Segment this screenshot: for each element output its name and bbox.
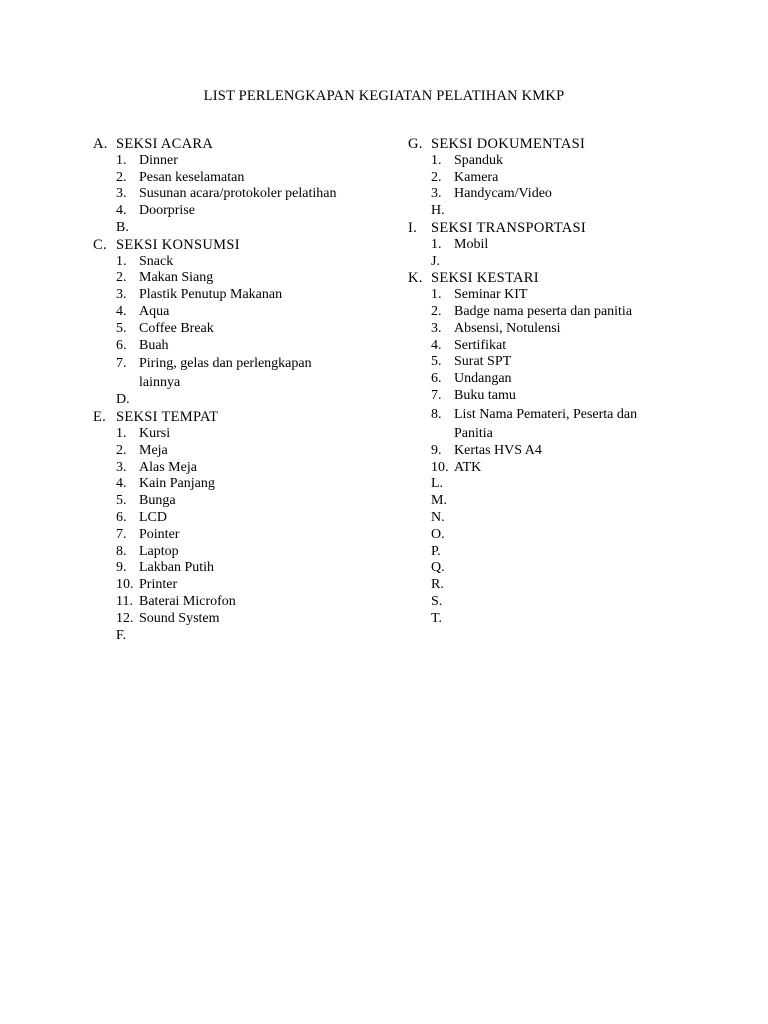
section-title: SEKSI ACARA (116, 136, 214, 152)
list-item (431, 460, 708, 477)
item-number: 7. (431, 387, 442, 403)
item-number: 6. (431, 371, 442, 387)
item-list (116, 153, 393, 237)
list-item (116, 321, 393, 338)
list-item (116, 426, 393, 443)
item-text: Pesan keselamatan (139, 169, 245, 185)
item-list (116, 426, 393, 644)
item-text: Aqua (139, 303, 170, 319)
item-text: Alas Meja (139, 459, 197, 475)
item-text: Badge nama peserta dan panitia (454, 303, 633, 319)
item-number: 6. (116, 509, 127, 525)
item-number: 3. (431, 186, 442, 202)
empty-section-letter: H. (431, 203, 445, 219)
item-number: 1. (431, 287, 442, 303)
item-number: 5. (116, 493, 127, 509)
list-item (116, 270, 393, 287)
item-number: 12. (116, 610, 134, 626)
item-number: 1. (116, 253, 127, 269)
item-number: 6. (116, 337, 127, 353)
section-heading (408, 220, 708, 237)
item-text: Coffee Break (139, 320, 214, 336)
item-text: Buah (139, 337, 169, 353)
item-text: Surat SPT (454, 354, 512, 370)
item-text: Undangan (454, 371, 512, 387)
item-text: Laptop (139, 543, 179, 559)
item-number: 4. (431, 337, 442, 353)
item-list (116, 254, 393, 410)
empty-section-letter: P. (431, 543, 441, 559)
section-letter: G. (408, 136, 423, 152)
empty-section-letter: R. (431, 577, 444, 593)
item-text: Susunan acara/protokoler pelatihan (139, 186, 337, 202)
list-item (431, 287, 708, 304)
section-title: SEKSI TRANSPORTASI (431, 219, 586, 236)
left-column (93, 136, 393, 644)
list-item (116, 304, 393, 321)
item-text: Meja (139, 442, 168, 458)
section-kestari (408, 270, 708, 627)
list-item (116, 287, 393, 304)
item-text: Kamera (454, 169, 499, 185)
list-item (431, 354, 708, 371)
item-text: Lakban Putih (139, 560, 215, 576)
list-item (116, 594, 393, 611)
section-letter: C. (93, 236, 107, 253)
item-text: Plastik Penutup Makanan (139, 287, 283, 303)
list-item (431, 388, 708, 405)
section-transportasi (408, 220, 708, 270)
empty-section-letter: D. (116, 392, 130, 408)
list-item (431, 170, 708, 187)
item-text: Makan Siang (139, 270, 214, 286)
list-item (116, 153, 393, 170)
list-item (116, 510, 393, 527)
list-item (116, 443, 393, 460)
document-title: LIST PERLENGKAPAN KEGIATAN PELATIHAN KMKP (203, 88, 565, 104)
item-text: Baterai Microfon (139, 593, 236, 609)
item-number: 2. (116, 270, 127, 286)
item-text: Snack (139, 253, 174, 269)
list-item (116, 577, 393, 594)
list-item (116, 476, 393, 493)
item-number: 4. (116, 476, 127, 492)
right-column (408, 136, 708, 628)
item-text: Kursi (139, 425, 171, 441)
section-konsumsi (93, 237, 393, 409)
section-letter: E. (93, 409, 107, 426)
empty-section-letter: B. (116, 219, 129, 235)
empty-section-letter: Q. (431, 560, 445, 576)
list-item (116, 544, 393, 561)
section-title: SEKSI DOKUMENTASI (431, 136, 586, 152)
item-text: List Nama Pemateri, Peserta dan Panitia (454, 406, 638, 441)
empty-section-letter: F. (116, 627, 127, 643)
item-text: Buku tamu (454, 387, 516, 403)
item-text: Pointer (139, 526, 180, 542)
section-letter: A. (93, 136, 108, 152)
section-letter: I. (408, 219, 418, 236)
item-text: Piring, gelas dan perlengkapan lainnya (139, 356, 312, 391)
list-item (116, 354, 338, 392)
list-item (116, 254, 393, 271)
list-item (116, 611, 393, 628)
item-text: Kain Panjang (139, 476, 215, 492)
item-list (431, 153, 708, 220)
list-item (431, 338, 708, 355)
item-number: 9. (116, 560, 127, 576)
section-tempat (93, 409, 393, 644)
list-item (431, 321, 708, 338)
item-list (431, 237, 708, 271)
item-number: 1. (116, 425, 127, 441)
item-number: 1. (431, 236, 442, 252)
item-number: 1. (431, 152, 442, 168)
section-acara (93, 136, 393, 237)
empty-section-letter: N. (431, 509, 445, 525)
item-number: 8. (431, 406, 442, 422)
item-number: 10. (431, 459, 449, 475)
item-text: Mobil (454, 236, 489, 252)
item-text: LCD (139, 509, 167, 525)
empty-section-letter: T. (431, 610, 443, 626)
section-title: SEKSI KONSUMSI (116, 236, 240, 253)
item-text: ATK (454, 459, 482, 475)
item-number: 4. (116, 303, 127, 319)
item-number: 5. (116, 320, 127, 336)
list-item (116, 203, 393, 220)
section-heading (93, 409, 393, 426)
item-number: 3. (116, 459, 127, 475)
item-number: 10. (116, 577, 134, 593)
section-title: SEKSI KESTARI (431, 270, 539, 287)
item-number: 3. (116, 287, 127, 303)
list-item (116, 493, 393, 510)
item-text: Seminar KIT (454, 287, 528, 303)
list-item (116, 170, 393, 187)
item-text: Spanduk (454, 152, 503, 168)
item-text: Bunga (139, 493, 176, 509)
empty-section-letter: M. (431, 493, 447, 509)
item-text: Handycam/Video (454, 186, 552, 202)
item-number: 3. (116, 186, 127, 202)
section-heading (93, 237, 393, 254)
empty-section-letter: S. (431, 593, 443, 609)
item-number: 3. (431, 320, 442, 336)
item-number: 8. (116, 543, 127, 559)
item-text: Sertifikat (454, 337, 507, 353)
list-item (431, 304, 708, 321)
list-item (431, 186, 708, 203)
item-number: 2. (431, 169, 442, 185)
section-heading (408, 136, 708, 153)
item-number: 2. (116, 442, 127, 458)
list-item (116, 186, 393, 203)
item-number: 2. (116, 169, 127, 185)
empty-section-letter: L. (431, 476, 444, 492)
section-dokumentasi (408, 136, 708, 220)
section-heading (93, 136, 393, 153)
item-number: 5. (431, 354, 442, 370)
item-number: 9. (431, 442, 442, 458)
item-text: Kertas HVS A4 (454, 442, 542, 458)
list-item (116, 527, 393, 544)
list-item (431, 443, 708, 460)
section-title: SEKSI TEMPAT (116, 409, 219, 426)
section-letter: K. (408, 270, 423, 287)
list-item (116, 338, 393, 355)
item-number: 2. (431, 303, 442, 319)
list-item (116, 460, 393, 477)
item-text: Dinner (139, 152, 178, 168)
item-number: 11. (116, 593, 133, 609)
item-number: 7. (116, 356, 127, 372)
item-text: Printer (139, 577, 178, 593)
empty-section-letter: J. (431, 253, 440, 269)
section-heading (408, 270, 708, 287)
list-item (431, 371, 708, 388)
item-number: 1. (116, 152, 127, 168)
list-item (431, 153, 708, 170)
item-number: 7. (116, 526, 127, 542)
item-number: 4. (116, 203, 127, 219)
list-item (431, 405, 671, 443)
item-text: Absensi, Notulensi (454, 320, 561, 336)
empty-section-letter: O. (431, 526, 445, 542)
item-text: Sound System (139, 610, 220, 626)
list-item (116, 560, 393, 577)
item-text: Doorprise (139, 203, 195, 219)
list-item (431, 237, 708, 254)
item-list (431, 287, 708, 627)
